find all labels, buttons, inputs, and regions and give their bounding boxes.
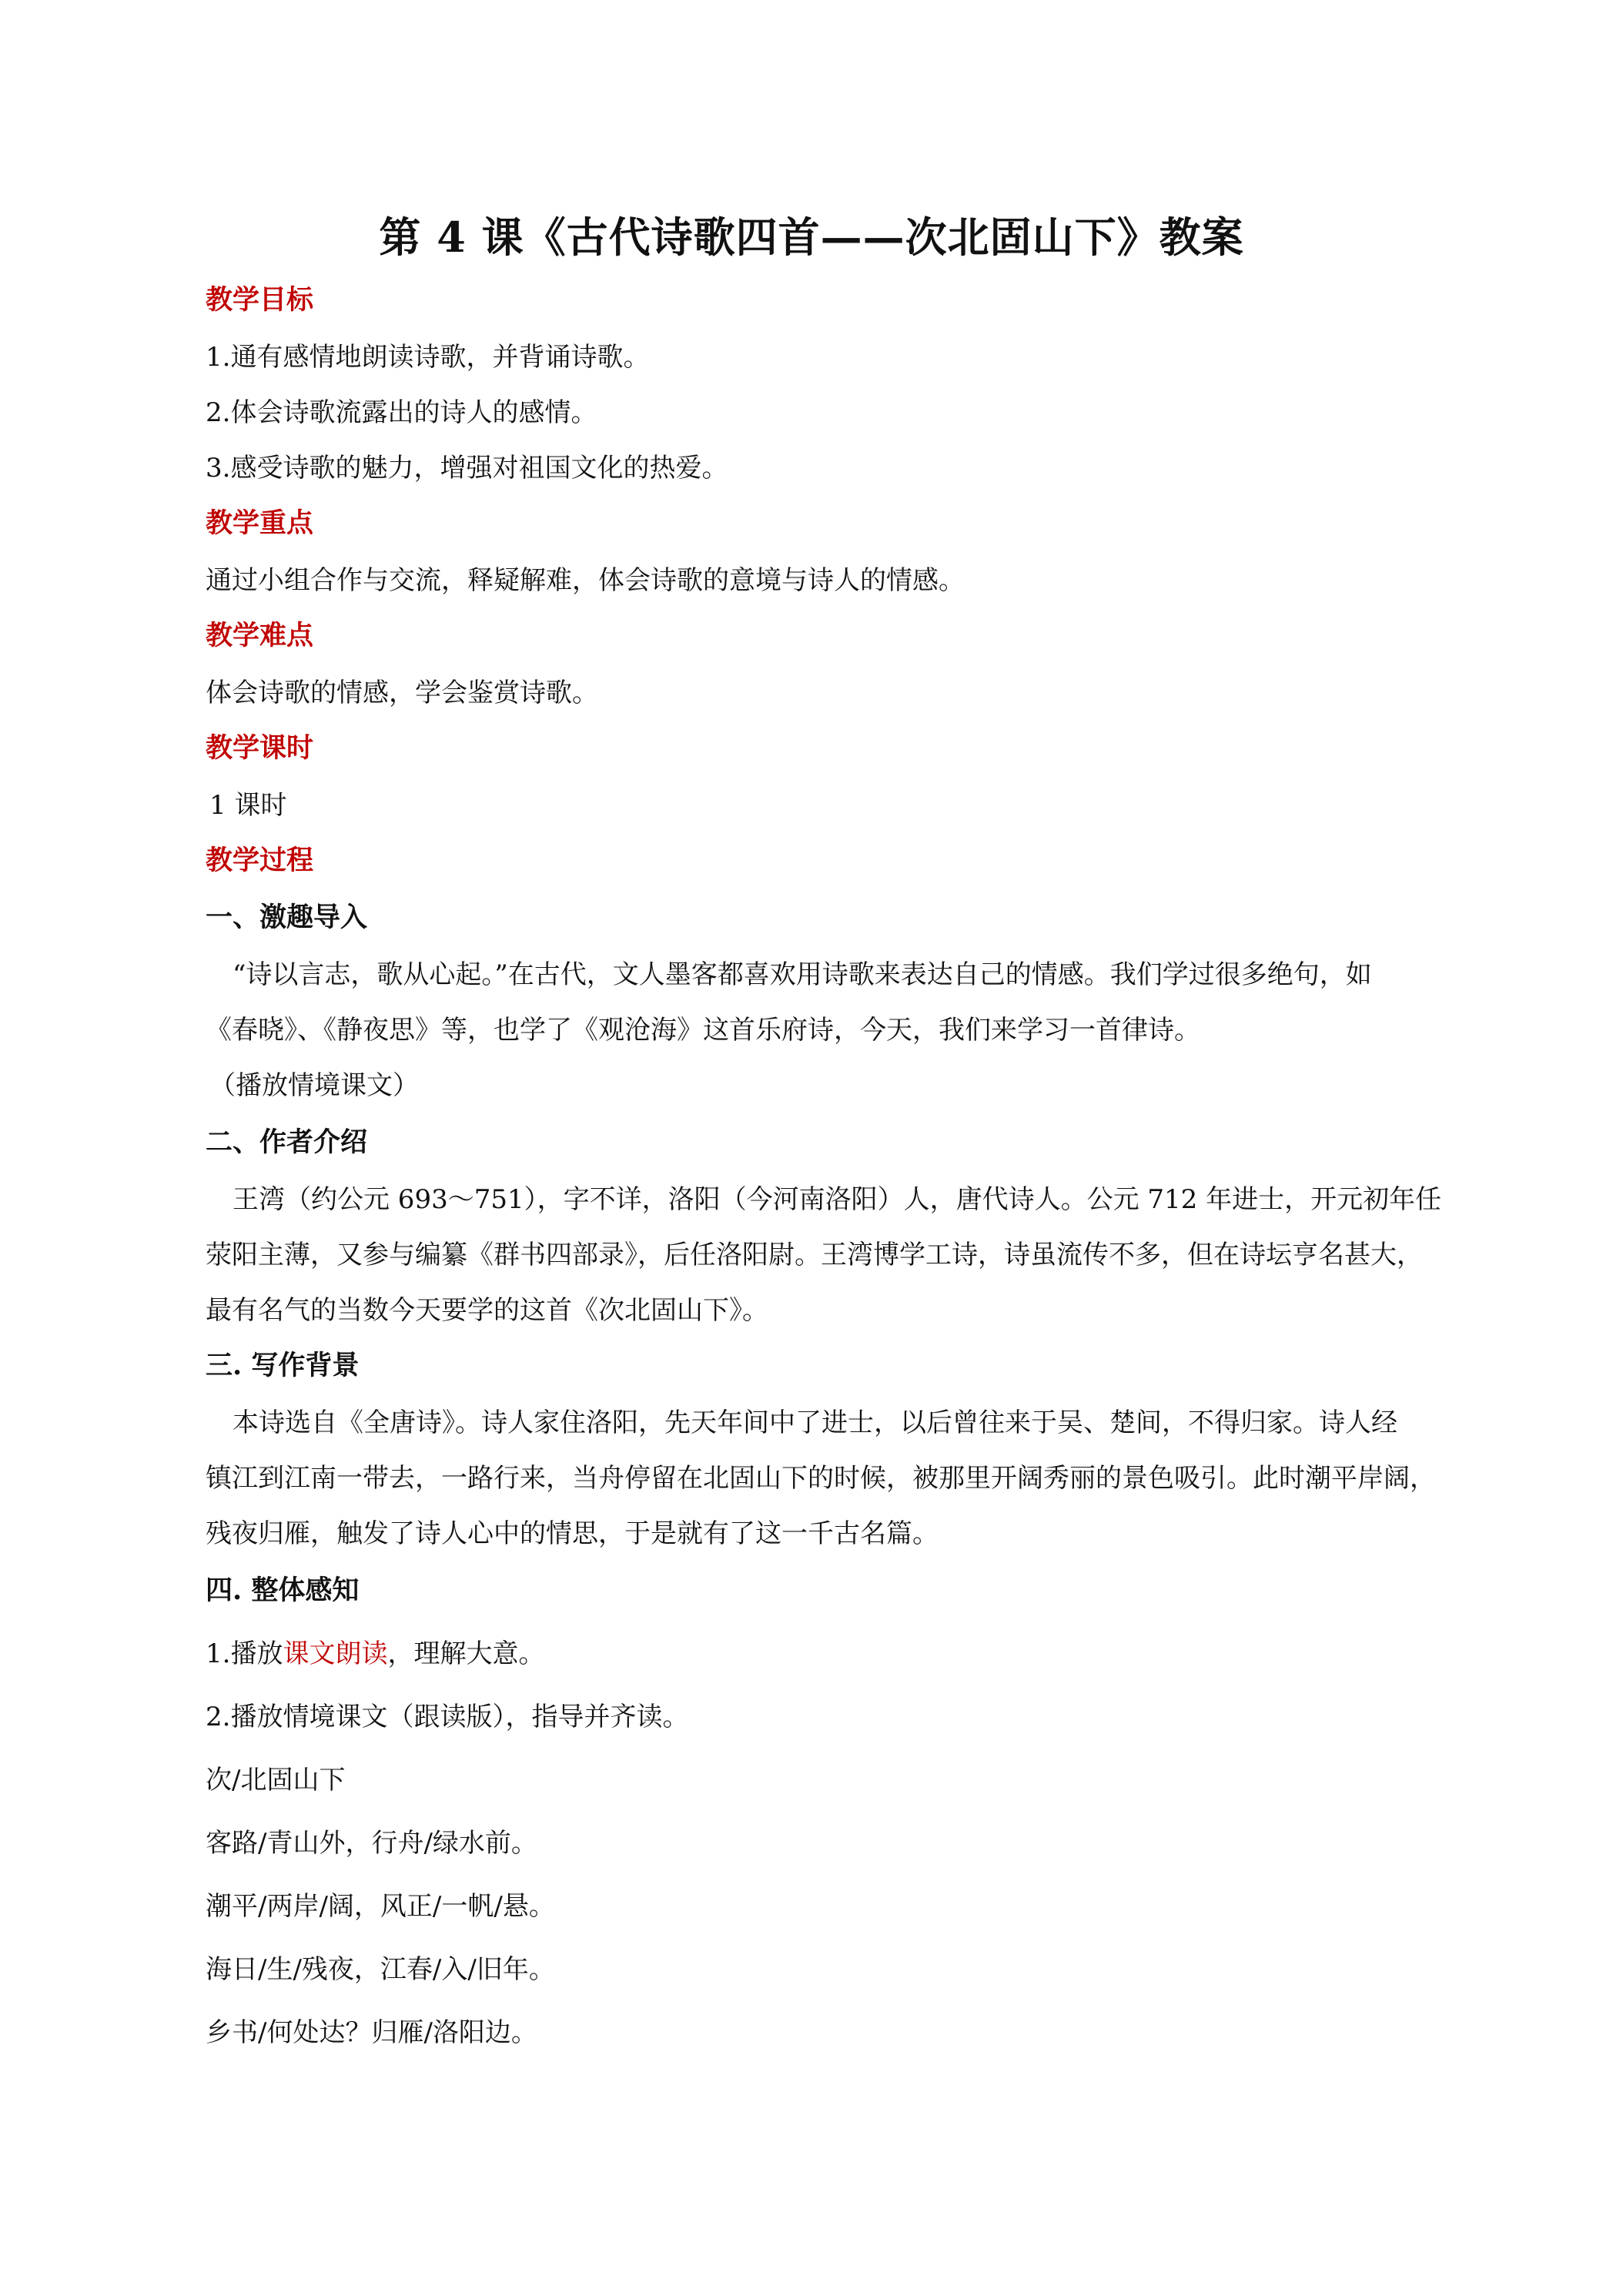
part2-line-2: 荥阳主薄，又参与编纂《群书四部录》，后任洛阳尉。王湾博学工诗，诗虽流传不多，但在诗坛亨名甚大， bbox=[206, 1240, 1423, 1270]
part1-line-2: 《春晓》、《静夜思》等，也学了《观沧海》这首乐府诗，今天，我们来学习一首律诗。 bbox=[206, 1015, 1200, 1046]
difficulty-heading: 教学难点 bbox=[206, 620, 314, 651]
part4-heading: 四. 整体感知 bbox=[206, 1575, 360, 1606]
part2-line-1: 王湾（约公元 693～751），字不详，洛阳（今河南洛阳）人，唐代诗人。公元 712 年进士，开元初年任 bbox=[233, 1184, 1442, 1215]
process-heading: 教学过程 bbox=[206, 845, 314, 876]
part4-item-1 bbox=[206, 1637, 544, 1671]
part3-heading: 三. 写作背景 bbox=[206, 1350, 360, 1381]
part4-item-1-suffix: ，理解大意。 bbox=[387, 1638, 545, 1669]
key-heading: 教学重点 bbox=[206, 507, 314, 539]
poem-line-2: 潮平/两岸/阔，风正/一帆/悬。 bbox=[206, 1891, 555, 1922]
part1-note: （播放情境课文） bbox=[209, 1070, 419, 1101]
reading-link[interactable]: 课文朗读 bbox=[283, 1638, 388, 1669]
hours-heading: 教学课时 bbox=[206, 732, 314, 764]
part4-item-2: 2.播放情境课文（跟读版），指导并齐读。 bbox=[206, 1702, 689, 1732]
page-title: 第 4 课《古代诗歌四首——次北固山下》教案 bbox=[379, 213, 1244, 262]
key-text: 通过小组合作与交流，释疑解难，体会诗歌的意境与诗人的情感。 bbox=[206, 565, 965, 596]
goal-item-1: 1.通有感情地朗读诗歌，并背诵诗歌。 bbox=[206, 342, 650, 373]
poem-line-3: 海日/生/残夜，江春/入/旧年。 bbox=[206, 1954, 555, 1985]
part2-line-3: 最有名气的当数今天要学的这首《次北固山下》。 bbox=[206, 1295, 768, 1326]
poem-line-1: 客路/青山外，行舟/绿水前。 bbox=[206, 1828, 537, 1859]
part1-heading: 一、激趣导入 bbox=[206, 902, 368, 933]
poem-title: 次/北固山下 bbox=[206, 1765, 346, 1796]
difficulty-text: 体会诗歌的情感，学会鉴赏诗歌。 bbox=[206, 678, 598, 708]
part2-heading: 二、作者介绍 bbox=[206, 1126, 368, 1158]
part3-line-3: 残夜归雁，触发了诗人心中的情思，于是就有了这一千古名篇。 bbox=[206, 1518, 939, 1549]
poem-line-4: 乡书/何处达？归雁/洛阳边。 bbox=[206, 2017, 537, 2048]
hours-text: 1 课时 bbox=[209, 790, 287, 821]
part3-line-1: 本诗选自《全唐诗》。诗人家住洛阳，先天年间中了进士，以后曾往来于吴、楚间，不得归家。诗人经 bbox=[233, 1407, 1397, 1438]
part3-line-2: 镇江到江南一带去，一路行来，当舟停留在北固山下的时候，被那里开阔秀丽的景色吸引。此时潮平岸阔， bbox=[206, 1463, 1436, 1494]
goal-item-2: 2.体会诗歌流露出的诗人的感情。 bbox=[206, 397, 597, 428]
part1-line-1: “诗以言志，歌从心起。”在古代，文人墨客都喜欢用诗歌来表达自己的情感。我们学过很多绝句，如 bbox=[233, 959, 1372, 990]
part4-item-1-prefix: 1.播放 bbox=[206, 1638, 283, 1669]
goal-item-3: 3.感受诗歌的魅力，增强对祖国文化的热爱。 bbox=[206, 453, 728, 484]
goals-heading: 教学目标 bbox=[206, 284, 314, 316]
